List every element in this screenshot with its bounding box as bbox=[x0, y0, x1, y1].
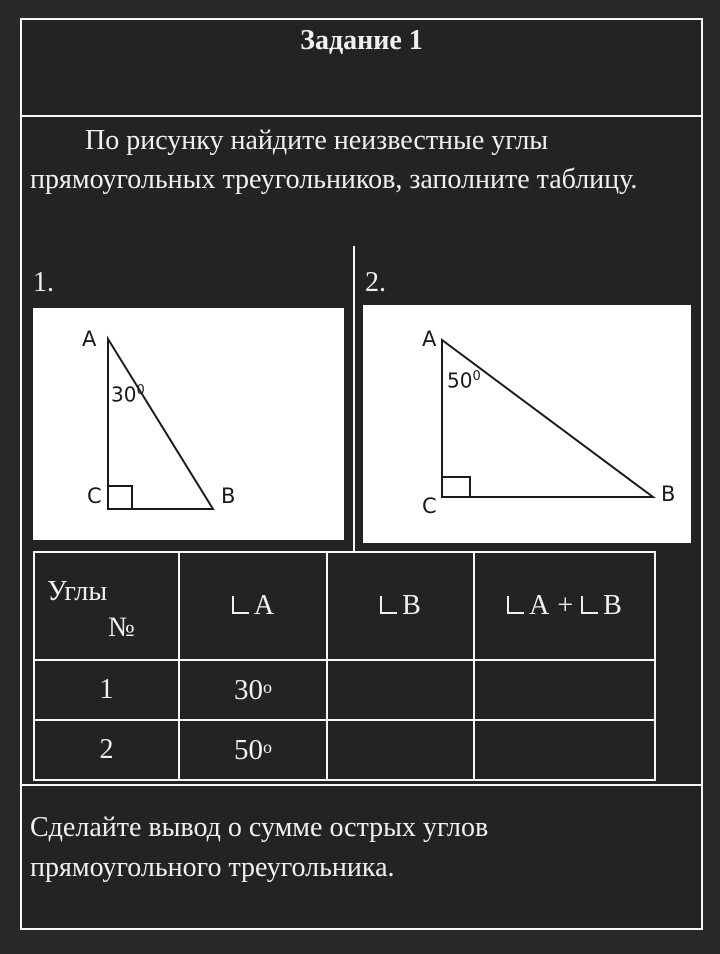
header-cell-angle-sum bbox=[474, 552, 655, 660]
triangle-2-drawing bbox=[363, 305, 691, 543]
header-cell-angle-a bbox=[179, 552, 327, 660]
row-2-number-cell: 2 bbox=[34, 720, 179, 780]
vertex-c-label: C bbox=[422, 494, 437, 518]
instruction-section bbox=[22, 119, 701, 201]
page-title: Задание 1 bbox=[300, 25, 423, 56]
vertex-a-label: A bbox=[82, 327, 97, 351]
table-row bbox=[34, 720, 655, 780]
row-2-sum-cell bbox=[474, 720, 655, 780]
degree-superscript: o bbox=[263, 736, 272, 757]
figure-2-canvas bbox=[363, 305, 691, 543]
angle-superscript: 0 bbox=[136, 383, 145, 398]
angles-table bbox=[33, 551, 656, 781]
instruction-line-2: прямоугольных треугольников, заполните таблицу. bbox=[30, 164, 638, 195]
row-2-angle-b-cell bbox=[327, 720, 474, 780]
table-header-row bbox=[34, 552, 655, 660]
angle-number: 50 bbox=[234, 733, 263, 766]
header-cell-angle-b bbox=[327, 552, 474, 660]
angle-a-value-label bbox=[111, 380, 145, 406]
vertex-c-label: C bbox=[87, 484, 102, 508]
angle-a-value-label bbox=[447, 366, 481, 392]
table-row bbox=[34, 660, 655, 720]
title-section bbox=[22, 20, 701, 117]
worksheet-page bbox=[20, 18, 703, 930]
right-angle-mark bbox=[442, 477, 470, 497]
instruction-paragraph bbox=[30, 121, 693, 199]
row-2-angle-a-cell bbox=[179, 720, 327, 780]
sum-a-letter: A bbox=[529, 590, 550, 621]
conclusion-section bbox=[22, 784, 701, 928]
figure-1-canvas bbox=[33, 308, 344, 540]
plus-sign: + bbox=[557, 590, 574, 621]
triangle-1-shape bbox=[108, 339, 213, 509]
row-1-sum-cell bbox=[474, 660, 655, 720]
right-angle-icon bbox=[380, 596, 397, 614]
triangle-2-shape bbox=[442, 340, 653, 497]
header-number-label: № bbox=[108, 612, 135, 643]
sum-b-letter: B bbox=[603, 590, 622, 621]
triangle-1-drawing bbox=[33, 308, 344, 540]
conclusion-line-1: Сделайте вывод о сумме острых углов bbox=[30, 812, 489, 843]
right-angle-mark bbox=[108, 486, 132, 509]
angle-superscript: 0 bbox=[472, 369, 481, 384]
right-angle-icon bbox=[581, 596, 598, 614]
right-angle-icon bbox=[232, 596, 249, 614]
vertex-b-label: B bbox=[221, 484, 236, 508]
degree-superscript: o bbox=[263, 676, 272, 697]
right-angle-icon bbox=[507, 596, 524, 614]
angle-value bbox=[234, 734, 272, 766]
angle-value: 50 bbox=[447, 368, 473, 393]
header-angles-label: Углы bbox=[47, 576, 108, 607]
angle-number: 30 bbox=[234, 673, 263, 706]
vertex-b-label: B bbox=[661, 482, 676, 506]
angle-b-letter: B bbox=[402, 590, 421, 621]
conclusion-paragraph bbox=[30, 808, 693, 888]
row-1-angle-a-cell bbox=[179, 660, 327, 720]
conclusion-line-2: прямоугольного треугольника. bbox=[30, 852, 395, 883]
figure-2-label: 2. bbox=[365, 267, 386, 298]
row-1-number-cell: 1 bbox=[34, 660, 179, 720]
instruction-line-1: По рисунку найдите неизвестные углы bbox=[85, 125, 549, 156]
header-cell-number bbox=[34, 552, 179, 660]
angle-a-letter: A bbox=[253, 590, 275, 621]
figure-1-label: 1. bbox=[33, 267, 54, 298]
panel-divider bbox=[353, 246, 355, 552]
figures-section bbox=[22, 246, 701, 551]
angle-value bbox=[234, 674, 272, 706]
row-1-angle-b-cell bbox=[327, 660, 474, 720]
vertex-a-label: A bbox=[422, 327, 437, 351]
angle-value: 30 bbox=[111, 382, 137, 407]
